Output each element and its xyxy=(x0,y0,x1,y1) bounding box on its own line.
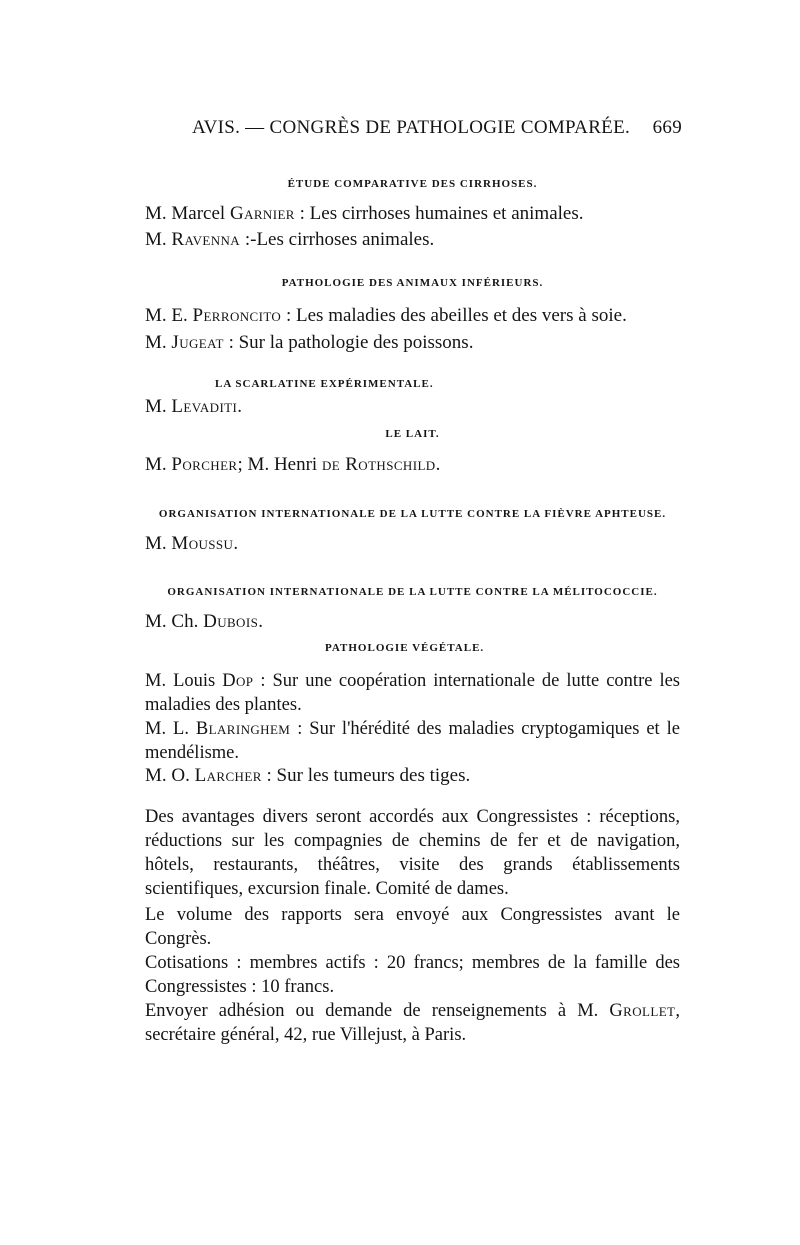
paragraph-avantages: Des avantages divers seront accordés aux Congressistes : réceptions, réductions sur les compagnies de chemins de fer et de navigation, hôtels, restaurants, théâtres, visite des grands établissements scientifiques, excursion finale. Comité de dames. xyxy=(145,807,680,899)
entry-dubois: M. Ch. Dubois. xyxy=(145,611,263,632)
section-heading-lait: LE LAIT. xyxy=(385,428,440,440)
section-heading-vegetale: PATHOLOGIE VÉGÉTALE. xyxy=(325,642,485,654)
section-heading-cirrhoses: ÉTUDE COMPARATIVE DES CIRRHOSES. xyxy=(287,178,538,190)
entry-jugeat: M. Jugeat : Sur la pathologie des poissons. xyxy=(145,332,474,353)
entry-levaditi: M. Levaditi. xyxy=(145,396,242,417)
entry-larcher: M. O. Larcher : Sur les tumeurs des tiges. xyxy=(145,765,471,786)
section-heading-melitococcie: ORGANISATION INTERNATIONALE DE LA LUTTE CONTRE LA MÉLITOCOCCIE. xyxy=(167,586,658,598)
page-header xyxy=(142,117,682,145)
entry-porcher-rothschild: M. Porcher; M. Henri de Rothschild. xyxy=(145,454,441,475)
running-title: AVIS. — CONGRÈS DE PATHOLOGIE COMPARÉE. xyxy=(192,117,631,138)
entry-garnier: M. Marcel Garnier : Les cirrhoses humaines et animales. xyxy=(145,203,584,224)
paragraph-cotisations: Cotisations : membres actifs : 20 francs; membres de la famille des Congressistes : 10 francs. xyxy=(145,953,680,997)
entry-perroncito: M. E. Perroncito : Les maladies des abeilles et des vers à soie. xyxy=(145,305,627,326)
page-number: 669 xyxy=(652,117,682,138)
section-heading-animaux-inferieurs: PATHOLOGIE DES ANIMAUX INFÉRIEURS. xyxy=(281,277,544,289)
section-heading-fievre-aphteuse: ORGANISATION INTERNATIONALE DE LA LUTTE CONTRE LA FIÈVRE APHTEUSE. xyxy=(158,508,667,520)
section-heading-scarlatine: LA SCARLATINE EXPÉRIMENTALE. xyxy=(215,378,434,390)
entry-ravenna: M. Ravenna :-Les cirrhoses animales. xyxy=(145,229,435,250)
entry-dop: M. Louis Dop : Sur une coopération internationale de lutte contre les maladies des plantes. xyxy=(145,671,681,715)
entry-moussu: M. Moussu. xyxy=(145,533,239,554)
paragraph-volume: Le volume des rapports sera envoyé aux Congressistes avant le Congrès. xyxy=(145,905,680,949)
entry-blaringhem: M. L. Blaringhem : Sur l'hérédité des maladies cryptogamiques et le mendélisme. xyxy=(145,719,681,763)
paragraph-adhesion: Envoyer adhésion ou demande de renseignements à M. Grollet, secrétaire général, 42, rue Villejust, à Paris. xyxy=(145,1001,680,1045)
